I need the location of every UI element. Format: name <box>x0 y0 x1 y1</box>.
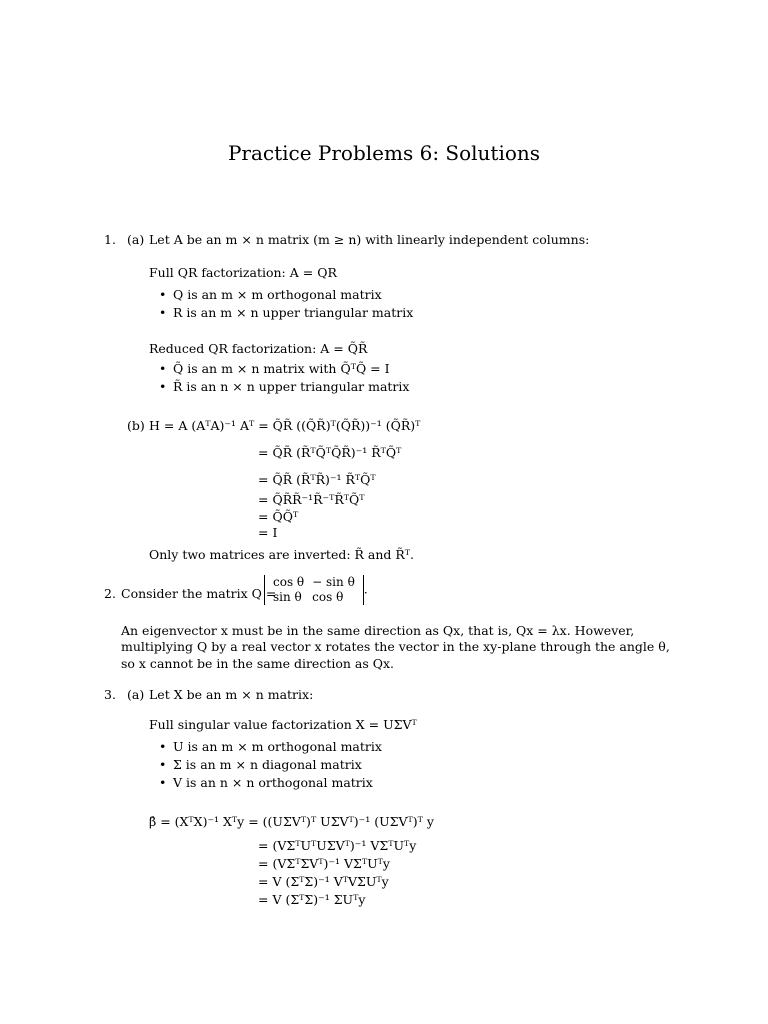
bullet-icon: • <box>159 757 167 772</box>
reduced-qr-heading: Reduced QR factorization: A = Q̃R̃ <box>149 341 368 356</box>
matrix-end: . <box>363 581 368 597</box>
problem-1-number: 1. <box>104 232 116 247</box>
bullet-icon: • <box>159 379 167 394</box>
problem-3a-intro: Let X be an m × n matrix: <box>149 687 314 702</box>
equation-line: H = A (AᵀA)⁻¹ Aᵀ = Q̃R̃ ((Q̃R̃)ᵀ(Q̃R̃))⁻¹ (Q̃R̃)ᵀ <box>149 418 421 433</box>
matrix-cell: cos θ <box>312 590 344 604</box>
equation-line: = (VΣᵀΣVᵀ)⁻¹ VΣᵀUᵀy <box>258 856 390 871</box>
list-item: • R̃ is an n × n upper triangular matrix <box>159 379 410 394</box>
bullet-icon: • <box>159 361 167 376</box>
problem-2-number: 2. <box>104 586 116 601</box>
equation-line: = Q̃Q̃ᵀ <box>258 509 299 524</box>
list-item: • U is an m × m orthogonal matrix <box>159 739 382 754</box>
equation-line: = V (ΣᵀΣ)⁻¹ ΣUᵀy <box>258 892 366 907</box>
full-qr-heading: Full QR factorization: A = QR <box>149 265 337 280</box>
problem-1a-label: (a) <box>127 232 145 247</box>
list-item: • V is an n × n orthogonal matrix <box>159 775 373 790</box>
inversion-note: Only two matrices are inverted: R̃ and R̃ᵀ. <box>149 547 415 562</box>
equation-line: β̂ = (XᵀX)⁻¹ Xᵀy = ((UΣVᵀ)ᵀ UΣVᵀ)⁻¹ (UΣVᵀ)ᵀ y <box>149 814 434 829</box>
matrix-brackets <box>264 575 364 605</box>
matrix-cell: − sin θ <box>312 575 355 589</box>
list-item: • R is an m × n upper triangular matrix <box>159 305 414 320</box>
equation-line: = Q̃R̃R̃⁻¹R̃⁻ᵀR̃ᵀQ̃ᵀ <box>258 492 365 507</box>
problem-2-intro: Consider the matrix Q = <box>121 586 277 601</box>
rotation-matrix <box>264 575 368 605</box>
page-title: Practice Problems 6: Solutions <box>227 141 541 165</box>
bullet-icon: • <box>159 739 167 754</box>
problem-3-number: 3. <box>104 687 116 702</box>
equation-line: = (VΣᵀUᵀUΣVᵀ)⁻¹ VΣᵀUᵀy <box>258 838 417 853</box>
problem-3a-label: (a) <box>127 687 145 702</box>
bullet-icon: • <box>159 287 167 302</box>
equation-line: = Q̃R̃ (R̃ᵀQ̃ᵀQ̃R̃)⁻¹ R̃ᵀQ̃ᵀ <box>258 445 402 460</box>
list-item: • Q is an m × m orthogonal matrix <box>159 287 382 302</box>
list-item: • Q̃ is an m × n matrix with Q̃ᵀQ̃ = I <box>159 361 390 376</box>
problem-1a-intro: Let A be an m × n matrix (m ≥ n) with linearly independent columns: <box>149 232 590 247</box>
list-item: • Σ is an m × n diagonal matrix <box>159 757 362 772</box>
equation-line: = I <box>258 525 278 540</box>
bullet-icon: • <box>159 305 167 320</box>
problem-2-explanation: An eigenvector x must be in the same direction as Qx, that is, Qx = λx. However, multiplying Q by a real vector x rotates the vector in the xy-plane through the angle θ, so x cannot be in the same direction as Qx. <box>121 623 670 671</box>
matrix-cell: cos θ <box>273 575 305 589</box>
bullet-icon: • <box>159 775 167 790</box>
matrix-cell: sin θ <box>273 590 302 604</box>
equation-line: = Q̃R̃ (R̃ᵀR̃)⁻¹ R̃ᵀQ̃ᵀ <box>258 472 376 487</box>
equation-line: = V (ΣᵀΣ)⁻¹ VᵀVΣUᵀy <box>258 874 389 889</box>
svd-heading: Full singular value factorization X = UΣVᵀ <box>149 717 417 732</box>
problem-1b-label: (b) <box>127 418 145 433</box>
